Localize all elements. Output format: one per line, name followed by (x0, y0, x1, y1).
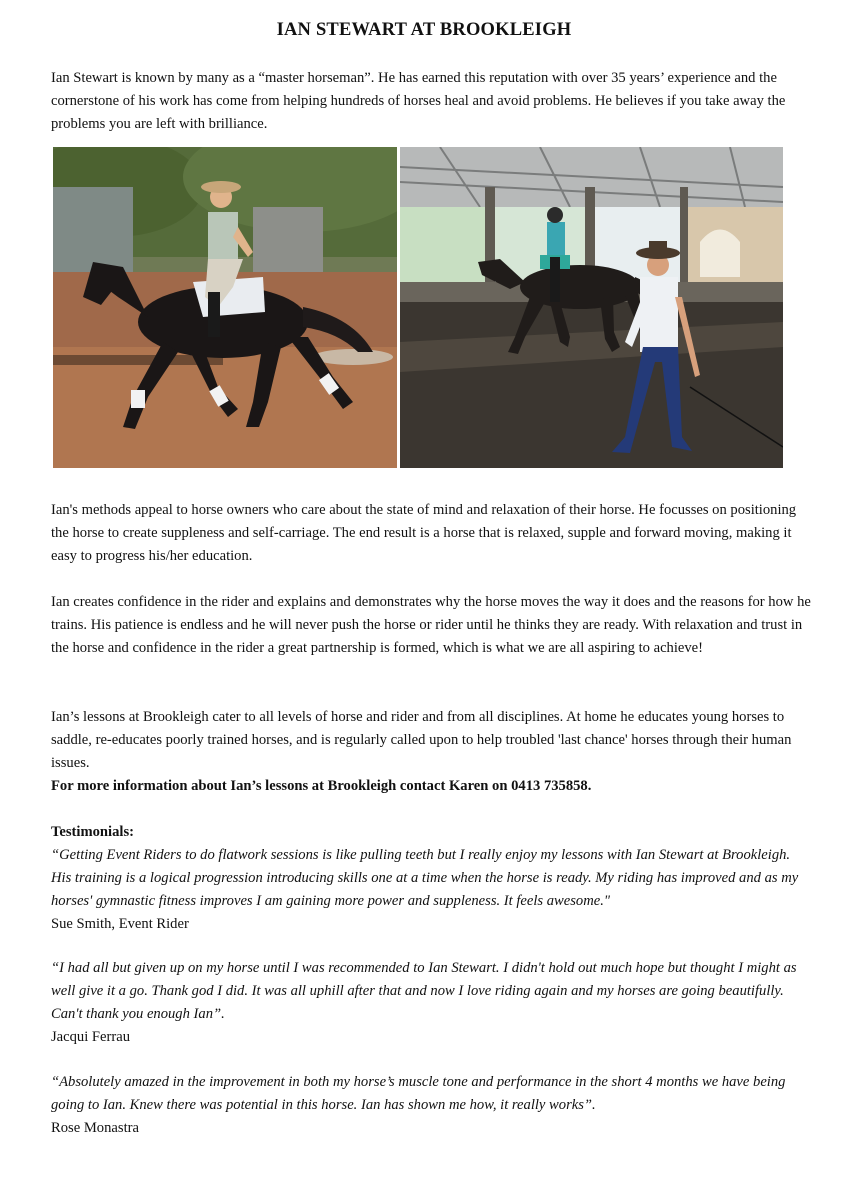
intro-paragraph: Ian Stewart is known by many as a “master horseman”. He has earned this reputation with over 35 years’ experience and the cornerstone of his work has come from helping hundreds of horses heal and avoid problems. He believes if you take away the problems you are left with brilliance. (51, 70, 786, 132)
testimonial-quote: “Getting Event Riders to do flatwork sessions is like pulling teeth but I really enjoy my lessons with Ian Stewart at Brookleigh. His training is a logical progression introducing skills one at a time when the horse is ready. My riding has improved and as my horses' gymnastic fitness improves I am gaining more power and suppleness. It feels awesome." (51, 847, 799, 909)
testimonial-author: Rose Monastra (51, 1120, 139, 1136)
testimonial-author: Sue Smith, Event Rider (51, 916, 189, 932)
photo-rider-outdoor (53, 147, 397, 468)
contact-line: For more information about Ian’s lessons at Brookleigh contact Karen on 0413 735858. (51, 778, 592, 794)
testimonial-quote: “Absolutely amazed in the improvement in both my horse’s muscle tone and performance in the short 4 months we have being going to Ian. Knew there was potential in this horse. Ian has shown me how, it really works”. (51, 1074, 786, 1113)
testimonial (51, 1071, 811, 1140)
photo-covered-arena (400, 147, 783, 468)
testimonials-heading: Testimonials: (51, 824, 134, 840)
testimonial (51, 844, 811, 936)
page-title: IAN STEWART AT BROOKLEIGH (276, 20, 572, 40)
lessons-paragraph: Ian’s lessons at Brookleigh cater to all levels of horse and rider and from all disciplines. At home he educates young horses to saddle, re-educates poorly trained horses, and is regularly called upon to help troubled 'last chance' horses through their human issues. (51, 709, 792, 771)
testimonial-author: Jacqui Ferrau (51, 1029, 131, 1045)
testimonial (51, 957, 811, 1049)
confidence-paragraph: Ian creates confidence in the rider and explains and demonstrates why the horse moves the way it does and the reasons for how he trains. His patience is endless and he will never push the horse or rider until he thinks they are ready. With relaxation and trust in the horse and confidence in the rider a great partnership is formed, which is what we are all aspiring to achieve! (51, 594, 811, 656)
testimonial-quote: “I had all but given up on my horse until I was recommended to Ian Stewart. I didn't hold out much hope but thought I might as well give it a go. Thank god I did. It was all uphill after that and now I love riding again and my horses are going beautifully. Can't thank you enough Ian”. (51, 960, 797, 1022)
methods-paragraph: Ian's methods appeal to horse owners who care about the state of mind and relaxation of their horse. He focusses on positioning the horse to create suppleness and self-carriage. The end result is a horse that is relaxed, supple and forward moving, making it easy to progress his/her education. (51, 502, 797, 564)
